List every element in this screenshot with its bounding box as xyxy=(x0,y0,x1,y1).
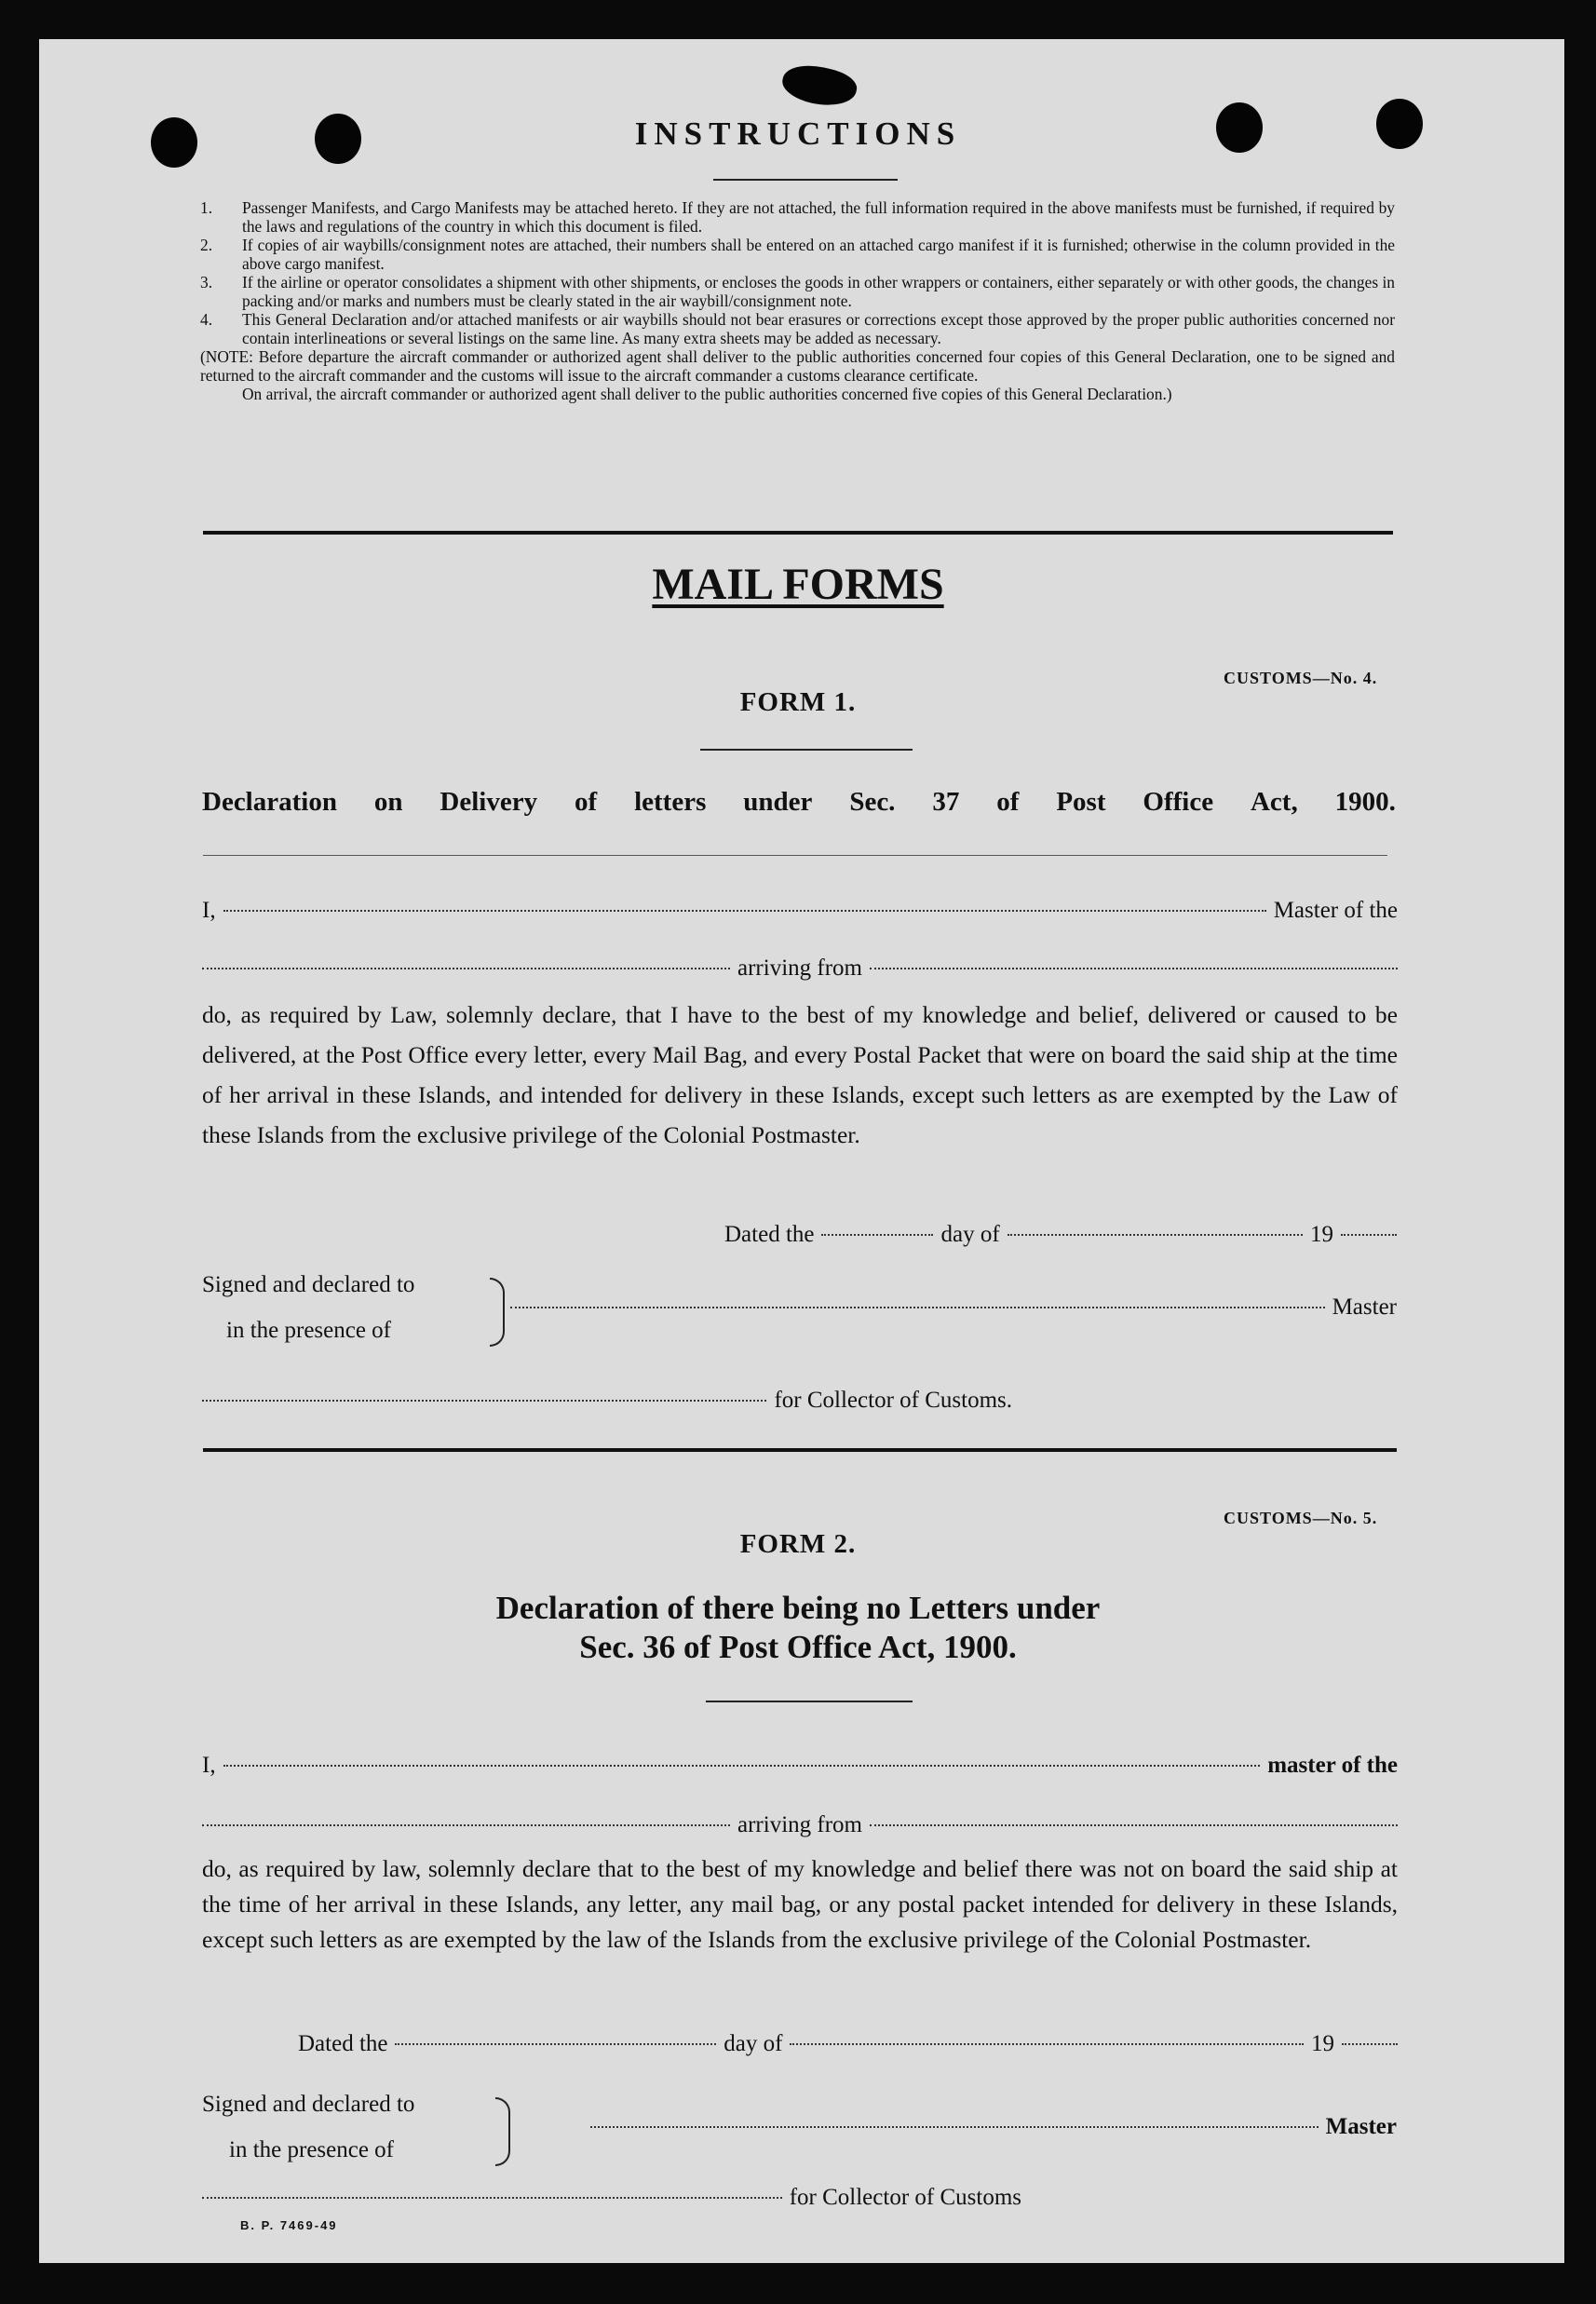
form2-signed-label-2: in the presence of xyxy=(229,2137,395,2162)
form2-ship-line xyxy=(202,1812,1398,1838)
form1-heading: FORM 1. xyxy=(739,687,857,717)
form1-customs-number: CUSTOMS—No. 4. xyxy=(1224,669,1378,687)
form-divider xyxy=(203,1448,1397,1452)
decl-word: Delivery xyxy=(440,787,538,817)
decl-word: Post xyxy=(1056,787,1106,817)
form2-customs-number: CUSTOMS—No. 5. xyxy=(1224,1509,1378,1527)
form2-signed-label-1: Signed and declared to xyxy=(202,2092,415,2117)
day-blank[interactable] xyxy=(821,1234,933,1236)
form1-brace xyxy=(490,1278,505,1347)
form1-signed-label-2: in the presence of xyxy=(226,1318,392,1343)
day-of-label: day of xyxy=(724,2031,783,2056)
month-blank[interactable] xyxy=(1008,1234,1303,1236)
form1-name-line xyxy=(202,898,1398,924)
collector-label: for Collector of Customs xyxy=(789,2185,1021,2210)
origin-blank[interactable] xyxy=(870,1824,1398,1826)
i-label: I, xyxy=(202,898,216,923)
decl-word: under xyxy=(743,787,813,817)
decl-word: of xyxy=(575,787,598,817)
year-blank[interactable] xyxy=(1342,2043,1398,2045)
master-label: Master xyxy=(1325,2114,1397,2139)
form2-collector-line xyxy=(202,2185,1021,2211)
i-label: I, xyxy=(202,1753,216,1778)
form2-heading-rule xyxy=(706,1701,913,1702)
decl-word: Declaration xyxy=(202,787,337,817)
instructions-list xyxy=(200,198,1395,347)
form1-heading-rule xyxy=(700,749,913,751)
form1-body: do, as required by Law, solemnly declare, that I have to the best of my knowledge and belief, delivered or caused to be delivered, at the Post Office every letter, every Mail Bag, and every Postal Packet that were on board the said ship at the time of her arrival in these Islands, and intended for delivery in these Islands, except such letters as are exempted by the Law of these Islands from the exclusive privilege of the Colonial Postmaster. xyxy=(202,1001,1398,1148)
item-number: 4. xyxy=(200,310,213,329)
ship-blank[interactable] xyxy=(202,968,730,969)
dated-the-label: Dated the xyxy=(298,2031,388,2056)
arriving-from-label: arriving from xyxy=(737,1812,862,1837)
month-blank[interactable] xyxy=(790,2043,1304,2045)
day-blank[interactable] xyxy=(395,2043,716,2045)
form2-brace xyxy=(495,2097,510,2166)
instructions-note-arrival: On arrival, the aircraft commander or authorized agent shall deliver to the public authorities concerned five copies of this General Declaration.) xyxy=(242,385,1172,403)
arriving-from-label: arriving from xyxy=(737,955,862,981)
mail-forms-title: MAIL FORMS xyxy=(652,560,944,609)
form2-heading: FORM 2. xyxy=(739,1529,857,1559)
instructions-block xyxy=(200,198,1395,403)
instruction-item xyxy=(200,310,1395,347)
instruction-item xyxy=(200,273,1395,310)
instruction-item xyxy=(200,198,1395,236)
form1-declaration-title xyxy=(202,787,1396,818)
item-number: 3. xyxy=(200,273,213,291)
master-signature-blank[interactable] xyxy=(590,2126,1319,2128)
dated-the-label: Dated the xyxy=(724,1222,815,1247)
collector-signature-blank[interactable] xyxy=(202,2197,782,2199)
instruction-item xyxy=(200,236,1395,273)
item-text: Passenger Manifests, and Cargo Manifests may be attached hereto. If they are not attached, the full information required in the above manifests must be furnished, if required by the laws and regulations of the country in which this document is filed. xyxy=(242,198,1395,236)
master-of-the-label: Master of the xyxy=(1273,898,1398,923)
collector-signature-blank[interactable] xyxy=(202,1400,766,1402)
master-label: Master xyxy=(1332,1294,1397,1320)
form1-ship-line xyxy=(202,955,1398,982)
year-label: 19 xyxy=(1311,2031,1334,2056)
form2-name-line xyxy=(202,1753,1398,1779)
year-label: 19 xyxy=(1310,1222,1333,1247)
print-code: B. P. 7469-49 xyxy=(240,2218,338,2232)
form1-signed-label-1: Signed and declared to xyxy=(202,1272,415,1297)
instructions-title-rule xyxy=(713,179,898,181)
item-text: This General Declaration and/or attached manifests or air waybills should not bear erasures or corrections except those approved by the proper public authorities concerned nor contain interlineations or several listings on the same line. As many extra sheets may be added as necessary. xyxy=(242,310,1395,347)
item-number: 1. xyxy=(200,198,213,217)
name-blank[interactable] xyxy=(223,910,1266,912)
form2-declaration-title-1: Declaration of there being no Letters under xyxy=(495,1590,1101,1626)
item-number: 2. xyxy=(200,236,213,254)
instructions-note-departure: (NOTE: Before departure the aircraft commander or authorized agent shall deliver to the public authorities concerned four copies of this General Declaration, one to be signed and returned to the aircraft commander and the customs will issue to the aircraft commander a customs clearance certificate. xyxy=(200,347,1395,385)
item-text: If the airline or operator consolidates a shipment with other shipments, or encloses the goods in other wrappers or containers, either separately or with other goods, the changes in packing and/or marks and numbers must be clearly stated in the air waybill/consignment note. xyxy=(242,273,1395,310)
decl-word: of xyxy=(996,787,1020,817)
instructions-title: INSTRUCTIONS xyxy=(634,115,962,152)
master-signature-blank[interactable] xyxy=(510,1307,1325,1308)
form2-body: do, as required by law, solemnly declare that to the best of my knowledge and belief there was not on board the said ship at the time of her arrival in these Islands, any letter, any mail bag, or any postal packet intended for delivery in these Islands, except such letters as are exempted by the law of the Islands from the exclusive privilege of the Colonial Postmaster. xyxy=(202,1855,1398,1953)
item-text: If copies of air waybills/consignment notes are attached, their numbers shall be entered on an attached cargo manifest if it is furnished; otherwise in the column provided in the above cargo manifest. xyxy=(242,236,1395,273)
form2-master-line xyxy=(590,2114,1397,2140)
origin-blank[interactable] xyxy=(870,968,1398,969)
decl-word: Sec. xyxy=(849,787,896,817)
collector-label: for Collector of Customs. xyxy=(774,1388,1012,1413)
ship-blank[interactable] xyxy=(202,1824,730,1826)
section-divider xyxy=(203,531,1393,535)
decl-word: Act, xyxy=(1250,787,1298,817)
form1-dated-line xyxy=(724,1222,1397,1248)
master-of-the-label: master of the xyxy=(1267,1753,1398,1778)
decl-word: letters xyxy=(634,787,707,817)
form2-dated-line xyxy=(298,2031,1398,2057)
form1-master-line xyxy=(510,1294,1397,1321)
form1-collector-line xyxy=(202,1388,1012,1414)
year-blank[interactable] xyxy=(1341,1234,1397,1236)
decl-word: 1900. xyxy=(1334,787,1396,817)
name-blank[interactable] xyxy=(223,1765,1261,1767)
decl-word: 37 xyxy=(932,787,960,817)
form2-declaration-title-2: Sec. 36 of Post Office Act, 1900. xyxy=(579,1629,1017,1665)
decl-word: on xyxy=(373,787,403,817)
day-of-label: day of xyxy=(940,1222,1000,1247)
form1-thin-rule xyxy=(203,855,1387,856)
decl-word: Office xyxy=(1143,787,1214,817)
